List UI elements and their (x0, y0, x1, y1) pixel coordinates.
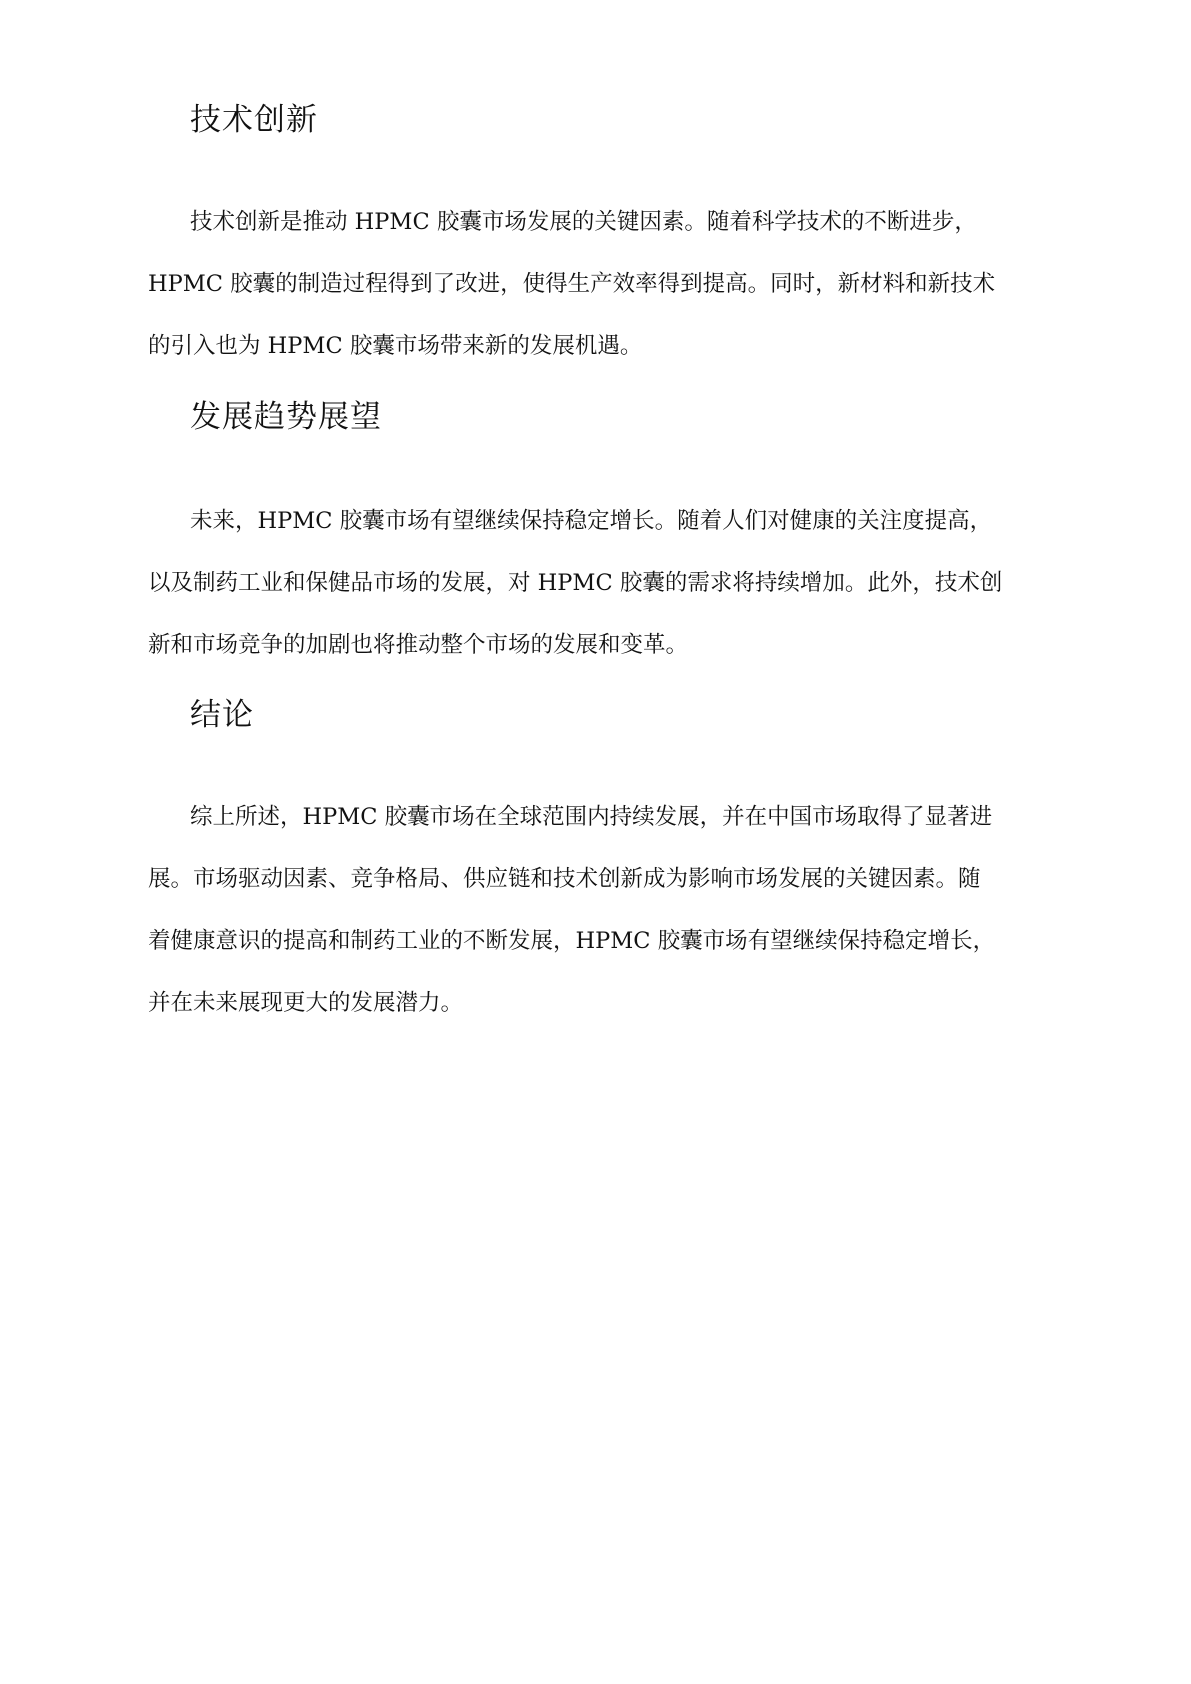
section-heading-outlook: 发展趋势展望 (190, 399, 382, 435)
paragraph-line: 并在未来展现更大的发展潜力。 (148, 990, 464, 1016)
section-heading-tech-innovation: 技术创新 (190, 102, 318, 138)
paragraph-line: 综上所述，HPMC 胶囊市场在全球范围内持续发展，并在中国市场取得了显著进 (190, 804, 993, 830)
section-paragraph-outlook (148, 490, 1048, 676)
section-paragraph-conclusion (148, 786, 1048, 1034)
paragraph-line: 的引入也为 HPMC 胶囊市场带来新的发展机遇。 (148, 333, 643, 359)
paragraph-line: 新和市场竞争的加剧也将推动整个市场的发展和变革。 (148, 632, 689, 658)
paragraph-line: HPMC 胶囊的制造过程得到了改进，使得生产效率得到提高。同时，新材料和新技术 (148, 271, 996, 297)
section-paragraph-tech-innovation (148, 191, 1048, 377)
paragraph-line: 着健康意识的提高和制药工业的不断发展，HPMC 胶囊市场有望继续保持稳定增长， (148, 928, 996, 954)
paragraph-line: 展。市场驱动因素、竞争格局、供应链和技术创新成为影响市场发展的关键因素。随 (148, 866, 981, 892)
paragraph-line: 未来，HPMC 胶囊市场有望继续保持稳定增长。随着人们对健康的关注度提高， (190, 508, 993, 534)
paragraph-line: 以及制药工业和保健品市场的发展，对 HPMC 胶囊的需求将持续增加。此外，技术创 (148, 570, 1003, 596)
section-heading-conclusion: 结论 (190, 697, 254, 733)
paragraph-line: 技术创新是推动 HPMC 胶囊市场发展的关键因素。随着科学技术的不断进步， (190, 209, 977, 235)
